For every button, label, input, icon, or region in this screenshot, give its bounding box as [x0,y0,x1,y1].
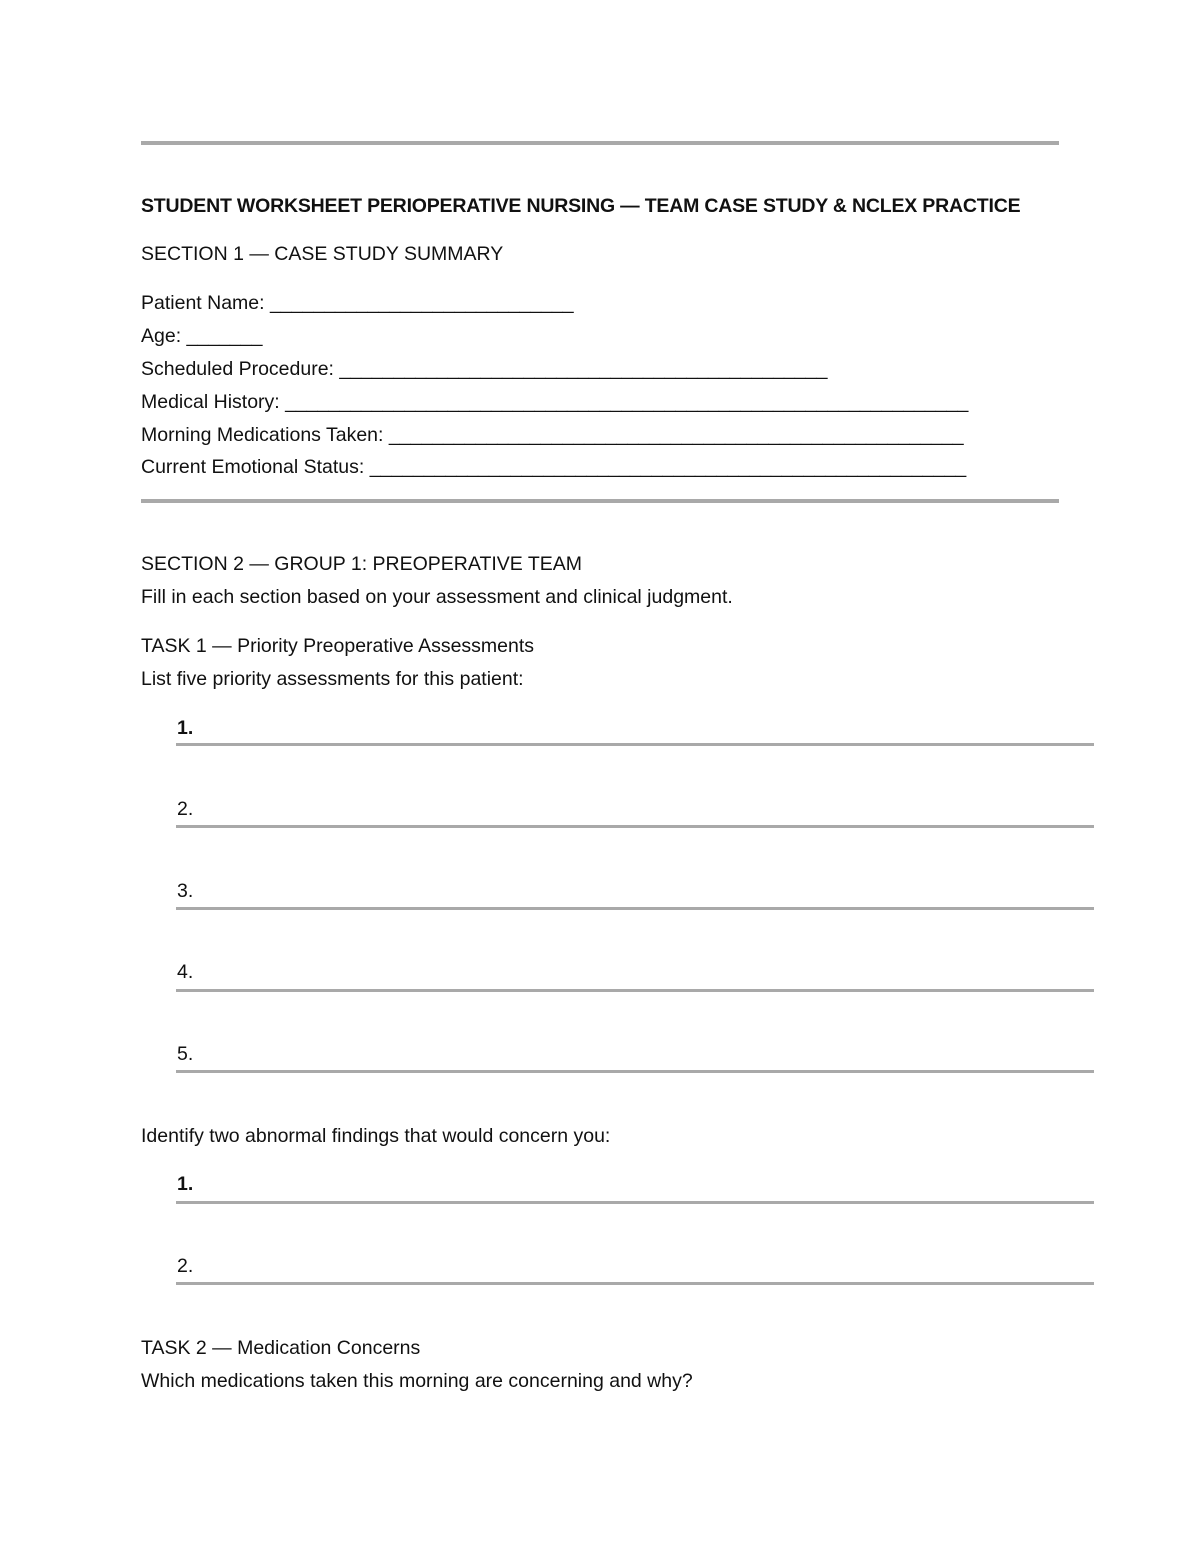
abnormal-answer-line-2[interactable] [176,1282,1094,1285]
section1-heading: SECTION 1 — CASE STUDY SUMMARY [141,243,504,265]
task2-prompt: Which medications taken this morning are concerning and why? [141,1370,693,1392]
abnormal-number-1: 1. [177,1173,194,1195]
abnormal-answer-line-1[interactable] [176,1201,1094,1204]
assessment-number-5: 5. [177,1043,194,1065]
assessment-number-3: 3. [177,880,194,902]
assessment-number-4: 4. [177,961,194,983]
task1-heading: TASK 1 — Priority Preoperative Assessments [141,635,535,657]
field-patient-name [141,291,574,315]
worksheet-title: STUDENT WORKSHEET PERIOPERATIVE NURSING — TEAM CASE STUDY & NCLEX PRACTICE [141,195,1021,217]
assessment-answer-line-5[interactable] [176,1070,1094,1073]
field-label: Scheduled Procedure: [141,358,334,380]
section-divider [141,499,1059,503]
field-label: Current Emotional Status: [141,456,365,478]
field-label: Patient Name: [141,292,265,314]
abnormal-number-2: 2. [177,1255,194,1277]
field-label: Age: [141,325,182,347]
section2-heading: SECTION 2 — GROUP 1: PREOPERATIVE TEAM [141,553,583,575]
assessment-answer-line-3[interactable] [176,907,1094,910]
abnormal-findings-prompt: Identify two abnormal findings that would concern you: [141,1125,611,1147]
assessment-answer-line-2[interactable] [176,825,1094,828]
morning-medications-blank[interactable]: _____________________________________________________ [388,424,964,446]
assessment-answer-line-4[interactable] [176,989,1094,992]
assessment-number-2: 2. [177,798,194,820]
field-morning-medications [141,423,964,447]
emotional-status-blank[interactable]: _______________________________________________________ [369,456,967,478]
field-age [141,324,262,348]
field-scheduled-procedure [141,357,827,381]
age-blank[interactable]: _______ [186,325,263,347]
field-emotional-status [141,455,966,479]
task2-heading: TASK 2 — Medication Concerns [141,1337,421,1359]
task1-prompt: List five priority assessments for this patient: [141,668,524,690]
field-label: Morning Medications Taken: [141,424,384,446]
top-divider [141,141,1059,145]
assessment-number-1: 1. [177,717,194,739]
scheduled-procedure-blank[interactable]: _____________________________________________ [339,358,828,380]
medical-history-blank[interactable]: _______________________________________________________________ [285,391,969,413]
patient-name-blank[interactable]: ____________________________ [269,292,574,314]
assessment-answer-line-1[interactable] [176,743,1094,746]
field-label: Medical History: [141,391,280,413]
section2-instruction: Fill in each section based on your assessment and clinical judgment. [141,586,733,608]
field-medical-history [141,390,968,414]
